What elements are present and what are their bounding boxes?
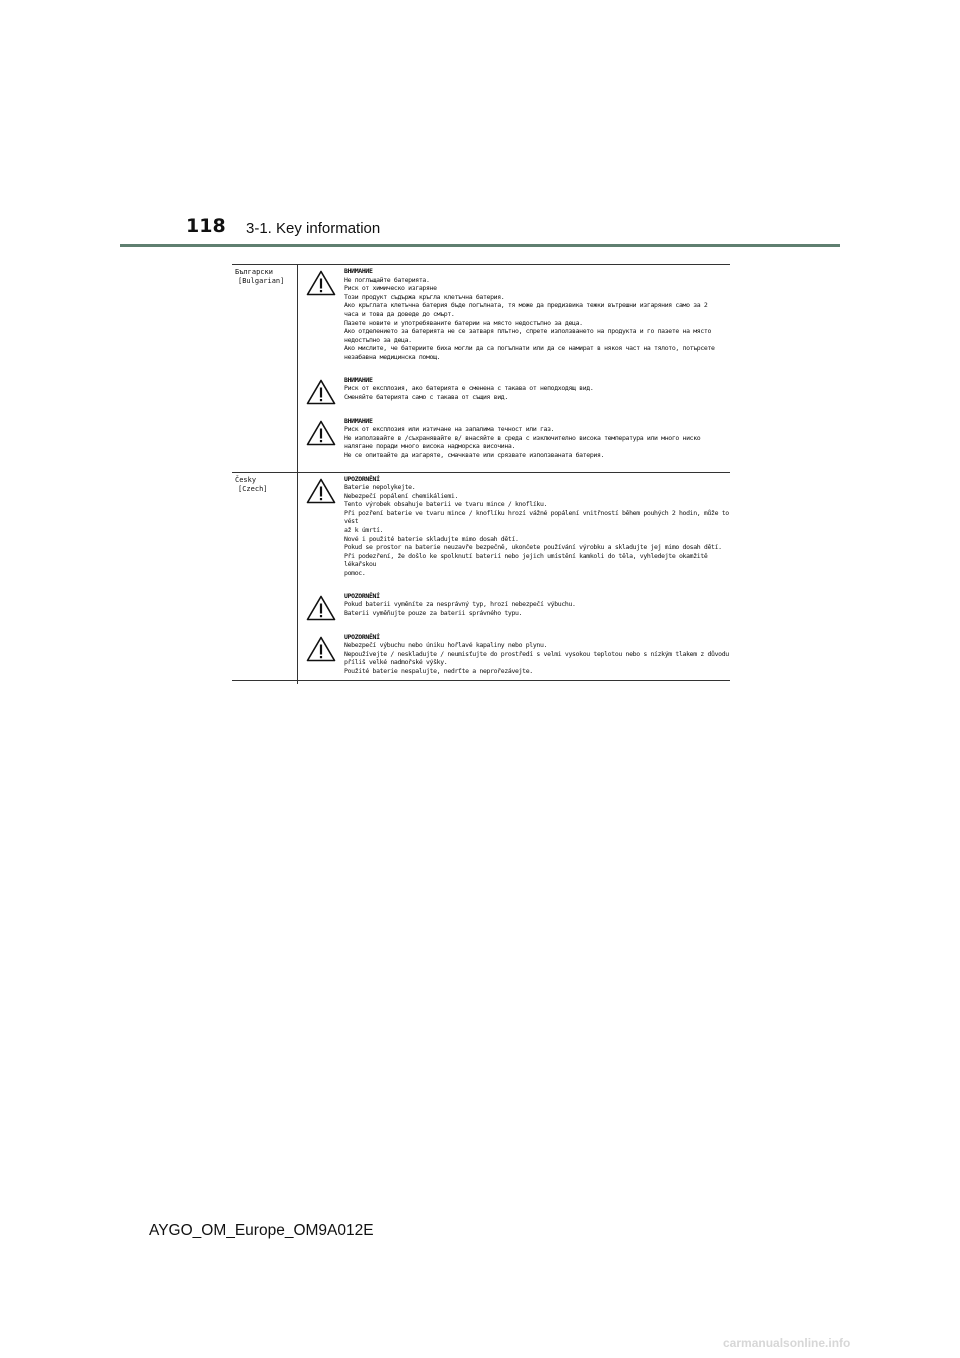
warning-line: Риск от химическо изгаряне xyxy=(344,284,437,293)
warning-line: незабавна медицинска помощ. xyxy=(344,352,441,361)
warning-line: Nepoužívejte / neskladujte / neumisťujte do prostředí s velmi vysokou teplotou nebo s nízkým tlakem z důvodu xyxy=(344,649,729,658)
warning-triangle-icon xyxy=(306,592,336,621)
language-cell xyxy=(232,472,298,680)
warning-line: Tento výrobek obsahuje baterii ve tvaru mince / knoflíku. xyxy=(344,500,548,509)
warning-line: Ако кръглата клетъчна батерия бъде погълната, тя може да предизвика тежки вътрешни изгаряния само за 2 xyxy=(344,301,708,310)
warning-title: ВНИМАНИЕ xyxy=(344,267,373,275)
language-code: [Czech] xyxy=(238,484,268,493)
warning-line: Ако отделението за батерията не се затваря плътно, спрете използването на продукта и го пазете на място xyxy=(344,327,712,336)
warning-title: ВНИМАНИЕ xyxy=(344,416,373,425)
warning-block xyxy=(306,633,730,676)
warning-line: Nové i použité baterie skladujte mimo dosah dětí. xyxy=(344,534,519,543)
warning-line: Ако мислите, че батериите биха могли да са погълнати или да се намират в някоя част на тялото, потърсете xyxy=(344,344,715,353)
warning-line: Pokud se prostor na baterie neuzavře bezpečně, ukončete používání výrobku a skladujte jej mimo dosah dětí. xyxy=(344,543,722,552)
warning-line: налягане поради много висока надморска височина. xyxy=(344,442,516,451)
warning-line: Не поглъщайте батерията. xyxy=(344,275,430,284)
warning-triangle-icon xyxy=(306,267,336,296)
language-name: Български xyxy=(235,268,273,276)
warning-title: UPOZORNĚNÍ xyxy=(344,474,380,483)
warning-line: часа и това да доведе до смърт. xyxy=(344,309,455,318)
warning-line: Риск от експлозия или изтичане на запалима течност или газ. xyxy=(344,425,555,434)
warning-line: příliš velké nadmořské výšky. xyxy=(344,658,448,667)
language-code: [Bulgarian] xyxy=(238,277,285,285)
page-number: 118 xyxy=(186,215,226,237)
warning-block xyxy=(306,475,730,578)
warning-line: Pokud baterii vyměníte za nesprávný typ, hrozí nebezpečí výbuchu. xyxy=(344,600,576,609)
warning-line: Při pozření baterie ve tvaru mince / knoflíku hrozí vážné popálení vnitřností během pouhých 2 hodin, může to vést xyxy=(344,508,729,526)
section-title: 3-1. Key information xyxy=(246,220,381,237)
warning-block xyxy=(306,417,730,460)
warning-line: Не се опитвайте да изгаряте, смачквате или срязвате използваната батерия. xyxy=(344,450,605,459)
warning-block xyxy=(306,376,730,405)
language-name: Česky xyxy=(235,475,257,484)
warning-line: недостъпно за деца. xyxy=(344,335,412,344)
warning-block xyxy=(306,592,730,621)
warning-triangle-icon xyxy=(306,376,336,405)
warning-line: pomoc. xyxy=(344,569,366,578)
warning-line: Při podezření, že došlo ke spolknutí baterií nebo jejich umístění kamkoli do těla, vyhledejte okamžitě lékařskou xyxy=(344,551,708,569)
language-cell xyxy=(232,265,298,473)
manual-code: AYGO_OM_Europe_OM9A012E xyxy=(149,1222,374,1239)
header-rule xyxy=(120,244,840,247)
warning-cell xyxy=(298,265,731,473)
warning-title: UPOZORNĚNÍ xyxy=(344,591,380,600)
warning-line: Nebezpečí popálení chemikáliemi. xyxy=(344,491,459,500)
warning-line: Použité baterie nespalujte, nedrťte a neprořezávejte. xyxy=(344,667,533,675)
warning-line: Baterii vyměňujte pouze za baterii správného typu. xyxy=(344,608,523,617)
warning-triangle-icon xyxy=(306,417,336,446)
warning-line: až k úmrtí. xyxy=(344,526,384,535)
table-tail-row xyxy=(232,680,730,684)
table-row xyxy=(232,472,730,680)
warning-title: ВНИМАНИЕ xyxy=(344,375,373,384)
warning-line: Сменяйте батерията само с такава от същия вид. xyxy=(344,392,508,401)
warning-line: Nebezpečí výbuchu nebo úniku hořlavé kapaliny nebo plynu. xyxy=(344,641,548,650)
warning-triangle-icon xyxy=(306,475,336,504)
warning-line: Този продукт съдържа кръгла клетъчна батерия. xyxy=(344,292,505,301)
warning-cell xyxy=(298,472,731,680)
watermark: carmanualsonline.info xyxy=(723,1336,851,1350)
warning-line: Пазете новите и употребяваните батерии на място недостъпно за деца. xyxy=(344,318,583,327)
warning-line: Baterie nepolykejte. xyxy=(344,483,416,492)
warning-line: Не използвайте в /съхранявайте в/ внасяйте в среда с изключително висока температура или много ниско xyxy=(344,433,701,442)
battery-warning-table xyxy=(232,264,730,684)
warning-block xyxy=(306,267,730,362)
table-row xyxy=(232,265,730,473)
warning-title: UPOZORNĚNÍ xyxy=(344,632,380,641)
warning-triangle-icon xyxy=(306,633,336,662)
warning-line: Риск от експлозия, ако батерията е сменена с такава от неподходящ вид. xyxy=(344,384,594,393)
